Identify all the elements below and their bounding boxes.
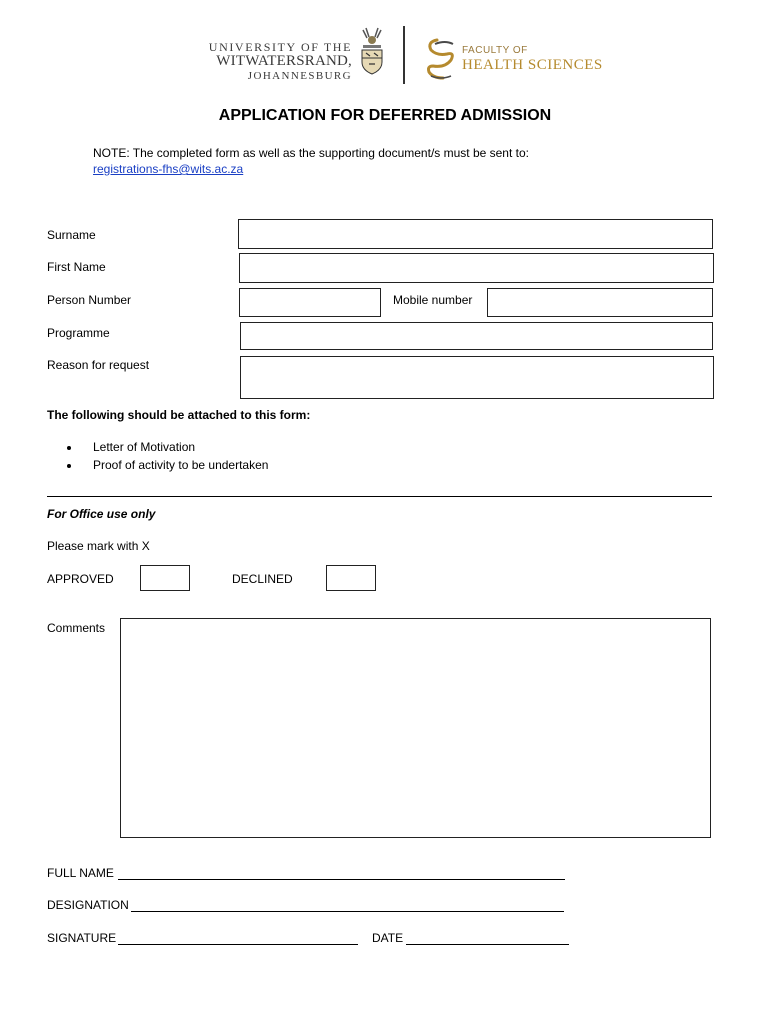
page-title: APPLICATION FOR DEFERRED ADMISSION bbox=[218, 107, 552, 124]
office-heading: For Office use only bbox=[47, 507, 156, 521]
declined-checkbox[interactable] bbox=[326, 565, 376, 591]
attachments-heading: The following should be attached to this form: bbox=[47, 408, 311, 422]
section-divider bbox=[47, 496, 712, 497]
surname-label: Surname bbox=[47, 228, 96, 242]
list-item-label: Letter of Motivation bbox=[93, 440, 196, 454]
coat-of-arms-icon bbox=[357, 26, 387, 76]
bullet-icon bbox=[67, 446, 71, 450]
date-line[interactable] bbox=[406, 944, 569, 945]
reason-label: Reason for request bbox=[47, 358, 150, 372]
designation-line[interactable] bbox=[131, 911, 564, 912]
declined-label: DECLINED bbox=[232, 572, 293, 586]
faculty-label-big: HEALTH SCIENCES bbox=[462, 57, 603, 73]
note-text: NOTE: The completed form as well as the supporting document/s must be sent to: bbox=[93, 146, 529, 160]
caduceus-icon bbox=[423, 36, 459, 82]
full-name-line[interactable] bbox=[118, 879, 565, 880]
email-link[interactable]: registrations-fhs@wits.ac.za bbox=[93, 162, 244, 176]
programme-label: Programme bbox=[47, 326, 110, 340]
designation-label: DESIGNATION bbox=[47, 898, 129, 912]
person-number-field[interactable] bbox=[239, 288, 381, 317]
bullet-icon bbox=[67, 464, 71, 468]
person-number-label: Person Number bbox=[47, 293, 132, 307]
full-name-label: FULL NAME bbox=[47, 866, 114, 880]
surname-field[interactable] bbox=[238, 219, 713, 249]
first-name-label: First Name bbox=[47, 260, 106, 274]
faculty-label-small: FACULTY OF bbox=[462, 45, 528, 56]
logo-divider bbox=[403, 26, 405, 84]
approved-label: APPROVED bbox=[47, 572, 114, 586]
date-label: DATE bbox=[372, 931, 404, 945]
mobile-number-label: Mobile number bbox=[393, 293, 473, 307]
first-name-field[interactable] bbox=[239, 253, 714, 283]
approved-checkbox[interactable] bbox=[140, 565, 190, 591]
reason-field[interactable] bbox=[240, 356, 714, 399]
university-line-1: UNIVERSITY OF THE bbox=[208, 40, 352, 54]
list-item-label: Proof of activity to be undertaken bbox=[93, 458, 269, 472]
comments-label: Comments bbox=[47, 621, 106, 635]
office-instruction: Please mark with X bbox=[47, 539, 150, 553]
signature-line[interactable] bbox=[118, 944, 358, 945]
signature-label: SIGNATURE bbox=[47, 931, 117, 945]
university-line-3: JOHANNESBURG bbox=[247, 70, 352, 82]
university-line-2: WITWATERSRAND, bbox=[216, 53, 352, 69]
programme-field[interactable] bbox=[240, 322, 713, 350]
mobile-number-field[interactable] bbox=[487, 288, 713, 317]
comments-field[interactable] bbox=[120, 618, 711, 838]
